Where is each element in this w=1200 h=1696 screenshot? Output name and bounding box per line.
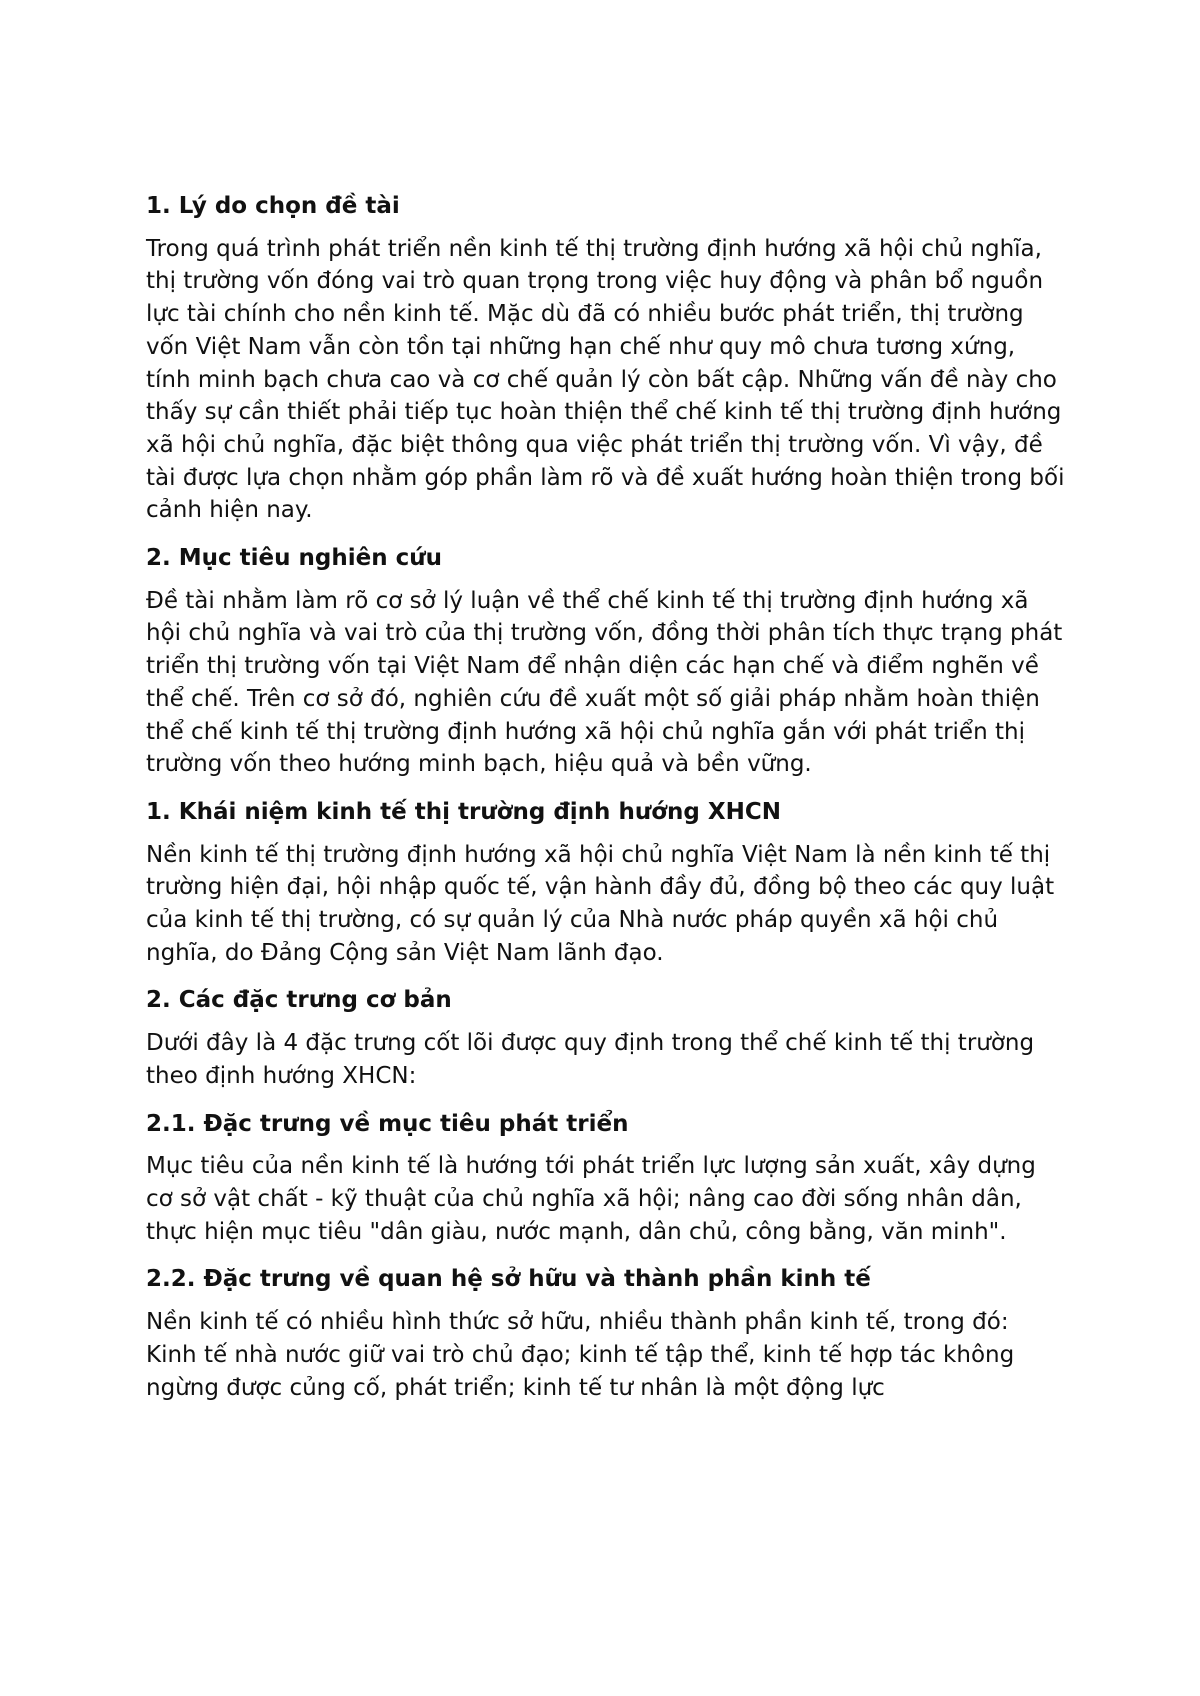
document-page (146, 190, 1066, 1419)
section-heading-ly-do: 1. Lý do chọn đề tài (146, 193, 400, 219)
section-paragraph-muc-tieu: Đề tài nhằm làm rõ cơ sở lý luận về thể chế kinh tế thị trường định hướng xã hội chủ nghĩa và vai trò của thị trường vốn, đồng thời phân tích thực trạng phát triển thị trường vốn tại Việt Nam để nhận diện các hạn chế và điểm nghẽn về thể chế. Trên cơ sở đó, nghiên cứu đề xuất một số giải pháp nhằm hoàn thiện thể chế kinh tế thị trường định hướng xã hội chủ nghĩa gắn với phát triển thị trường vốn theo hướng minh bạch, hiệu quả và bền vững. (146, 587, 1063, 778)
section-paragraph-muc-tieu-phat-trien: Mục tiêu của nền kinh tế là hướng tới phát triển lực lượng sản xuất, xây dựng cơ sở vật chất - kỹ thuật của chủ nghĩa xã hội; nâng cao đời sống nhân dân, thực hiện mục tiêu "dân giàu, nước mạnh, dân chủ, công bằng, văn minh". (146, 1153, 1036, 1245)
section-heading-quan-he-so-huu: 2.2. Đặc trưng về quan hệ sở hữu và thành phần kinh tế (146, 1266, 871, 1293)
section-heading-khai-niem: 1. Khái niệm kinh tế thị trường định hướng XHCN (146, 798, 781, 825)
section-heading-muc-tieu-phat-trien: 2.1. Đặc trưng về mục tiêu phát triển (146, 1110, 629, 1137)
section-heading-muc-tieu: 2. Mục tiêu nghiên cứu (146, 545, 442, 572)
section-paragraph-ly-do: Trong quá trình phát triển nền kinh tế thị trường định hướng xã hội chủ nghĩa, thị trường vốn đóng vai trò quan trọng trong việc huy động và phân bổ nguồn lực tài chính cho nền kinh tế. Mặc dù đã có nhiều bước phát triển, thị trường vốn Việt Nam vẫn còn tồn tại những hạn chế như quy mô chưa tương xứng, tính minh bạch chưa cao và cơ chế quản lý còn bất cập. Những vấn đề này cho thấy sự cần thiết phải tiếp tục hoàn thiện thể chế kinh tế thị trường định hướng xã hội chủ nghĩa, đặc biệt thông qua việc phát triển thị trường vốn. Vì vậy, đề tài được lựa chọn nhằm góp phần làm rõ và đề xuất hướng hoàn thiện trong bối cảnh hiện nay. (146, 235, 1065, 524)
section-paragraph-dac-trung: Dưới đây là 4 đặc trưng cốt lõi được quy định trong thể chế kinh tế thị trường theo định hướng XHCN: (146, 1030, 1035, 1089)
section-paragraph-quan-he-so-huu: Nền kinh tế có nhiều hình thức sở hữu, nhiều thành phần kinh tế, trong đó: Kinh tế nhà nước giữ vai trò chủ đạo; kinh tế tập thể, kinh tế hợp tác không ngừng được củng cố, phát triển; kinh tế tư nhân là một động lực (146, 1309, 1015, 1401)
section-paragraph-khai-niem: Nền kinh tế thị trường định hướng xã hội chủ nghĩa Việt Nam là nền kinh tế thị trường hiện đại, hội nhập quốc tế, vận hành đầy đủ, đồng bộ theo các quy luật của kinh tế thị trường, có sự quản lý của Nhà nước pháp quyền xã hội chủ nghĩa, do Đảng Cộng sản Việt Nam lãnh đạo. (146, 841, 1055, 966)
section-heading-dac-trung: 2. Các đặc trưng cơ bản (146, 987, 452, 1014)
